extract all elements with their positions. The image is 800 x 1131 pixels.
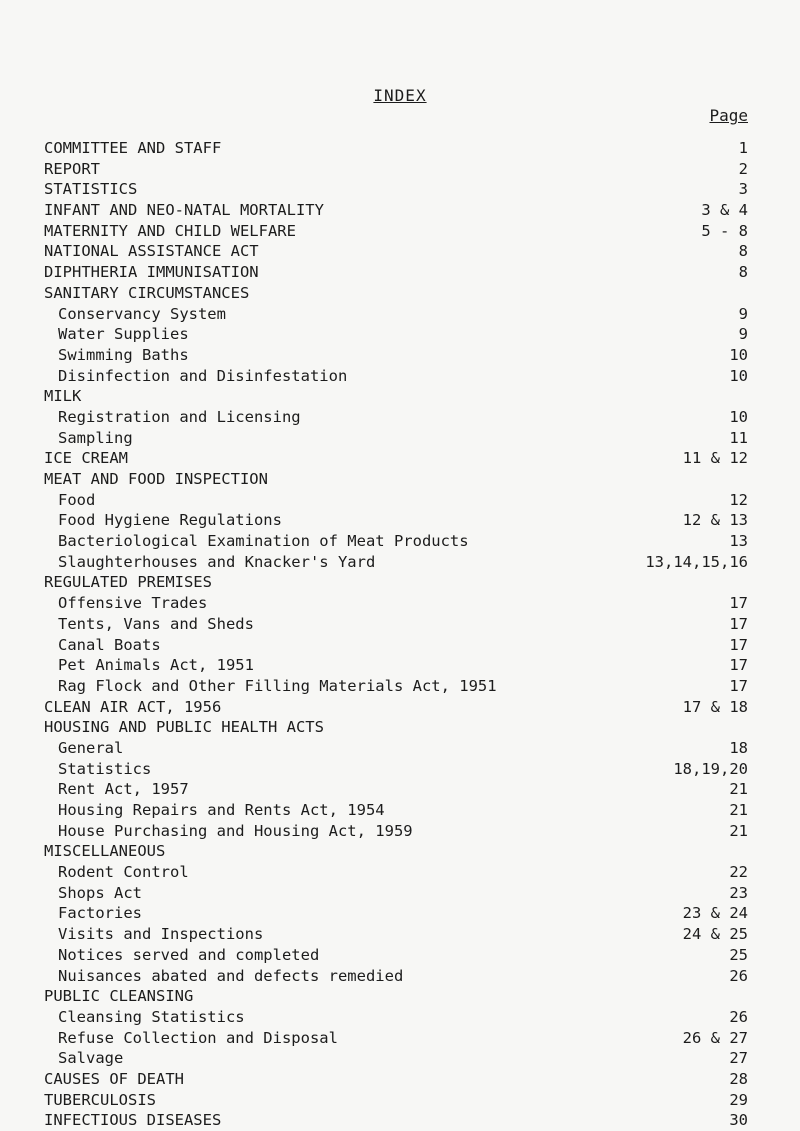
entry-page: 23 & 24	[682, 904, 748, 923]
entry-page: 28	[729, 1069, 748, 1088]
entry-page: 24 & 25	[682, 925, 748, 944]
index-subentry	[0, 428, 800, 449]
index-subentry	[0, 903, 800, 924]
entry-label: PUBLIC CLEANSING	[44, 987, 194, 1006]
entry-label: CAUSES OF DEATH	[44, 1069, 184, 1088]
entry-page: 17	[729, 635, 748, 654]
index-subentry	[0, 738, 800, 759]
index-heading	[0, 159, 800, 180]
entry-page: 25	[729, 945, 748, 964]
entry-page: 9	[738, 304, 748, 323]
index-subentry	[0, 655, 800, 676]
index-subentry	[0, 779, 800, 800]
entry-label: House Purchasing and Housing Act, 1959	[58, 821, 413, 840]
entry-label: Statistics	[58, 759, 152, 778]
entry-label: Rag Flock and Other Filling Materials Act, 1951	[58, 676, 497, 695]
entry-label: Food	[58, 490, 96, 509]
index-subentry	[0, 304, 800, 325]
entry-page: 29	[729, 1090, 748, 1109]
index-subentry	[0, 614, 800, 635]
index-heading	[0, 841, 800, 862]
entry-label: SANITARY CIRCUMSTANCES	[44, 283, 250, 302]
entry-label: ICE CREAM	[44, 449, 128, 468]
entry-page: 18	[729, 738, 748, 757]
entry-page: 26 & 27	[682, 1028, 748, 1047]
entry-page: 3	[738, 180, 748, 199]
entry-label: Swimming Baths	[58, 345, 189, 364]
index-heading	[0, 179, 800, 200]
index-heading	[0, 1090, 800, 1111]
index-subentry	[0, 821, 800, 842]
entry-label: Conservancy System	[58, 304, 226, 323]
index-heading	[0, 221, 800, 242]
entry-page: 13,14,15,16	[645, 552, 748, 571]
entry-label: MILK	[44, 387, 82, 406]
entry-page: 8	[738, 242, 748, 261]
index-subentry	[0, 924, 800, 945]
index-heading	[0, 572, 800, 593]
entry-label: Disinfection and Disinfestation	[58, 366, 348, 385]
entry-label: Bacteriological Examination of Meat Products	[58, 532, 469, 551]
page-column-header: Page	[709, 106, 748, 125]
entry-page: 21	[729, 780, 748, 799]
entry-label: Slaughterhouses and Knacker's Yard	[58, 552, 376, 571]
index-heading	[0, 386, 800, 407]
entry-label: Canal Boats	[58, 635, 161, 654]
index-heading	[0, 697, 800, 718]
entry-label: Shops Act	[58, 883, 142, 902]
entry-page: 21	[729, 801, 748, 819]
index-subentry	[0, 635, 800, 656]
entry-label: Registration and Licensing	[58, 407, 301, 426]
index-subentry	[0, 883, 800, 904]
index-subentry	[0, 862, 800, 883]
entry-label: HOUSING AND PUBLIC HEALTH ACTS	[44, 718, 324, 737]
entry-page: 3 & 4	[701, 201, 748, 220]
entry-label: STATISTICS	[44, 180, 138, 199]
entry-label: Rodent Control	[58, 863, 189, 882]
entry-page: 12 & 13	[682, 511, 748, 530]
index-subentry	[0, 510, 800, 531]
entry-page: 11 & 12	[682, 449, 748, 468]
index-heading	[0, 448, 800, 469]
index-subentry	[0, 345, 800, 366]
index-heading	[0, 200, 800, 221]
entry-page: 17	[729, 614, 748, 633]
entry-label: General	[58, 738, 124, 757]
entry-page: 26	[729, 1007, 748, 1026]
index-heading	[0, 138, 800, 159]
index-heading	[0, 986, 800, 1007]
entry-page: 13	[729, 532, 748, 551]
index-subentry	[0, 366, 800, 387]
entry-label: INFANT AND NEO-NATAL MORTALITY	[44, 201, 324, 220]
entry-page: 18,19,20	[673, 759, 748, 778]
entry-page: 10	[729, 345, 748, 364]
entry-label: COMMITTEE AND STAFF	[44, 139, 222, 157]
entry-page: 30	[729, 1111, 748, 1130]
entry-page: 22	[729, 863, 748, 882]
entry-label: Notices served and completed	[58, 945, 320, 964]
entry-label: Food Hygiene Regulations	[58, 511, 282, 530]
index-heading	[0, 1069, 800, 1090]
entry-label: Sampling	[58, 428, 133, 447]
entry-label: Rent Act, 1957	[58, 780, 189, 799]
index-heading	[0, 1110, 800, 1131]
entry-page: 23	[729, 883, 748, 902]
entry-label: REGULATED PREMISES	[44, 573, 212, 592]
entry-label: CLEAN AIR ACT, 1956	[44, 697, 222, 716]
index-heading	[0, 469, 800, 490]
entry-label: DIPHTHERIA IMMUNISATION	[44, 263, 259, 282]
entry-label: MATERNITY AND CHILD WELFARE	[44, 221, 296, 240]
index-subentry	[0, 552, 800, 573]
entry-label: Housing Repairs and Rents Act, 1954	[58, 801, 385, 819]
entry-page: 10	[729, 407, 748, 426]
index-subentry	[0, 1028, 800, 1049]
index-entries	[0, 138, 800, 1131]
index-subentry	[0, 324, 800, 345]
entry-page: 5 - 8	[701, 221, 748, 240]
index-subentry	[0, 1048, 800, 1069]
entry-label: Factories	[58, 904, 142, 923]
entry-label: TUBERCULOSIS	[44, 1090, 156, 1109]
index-heading	[0, 717, 800, 738]
index-subentry	[0, 759, 800, 780]
index-subentry	[0, 593, 800, 614]
index-subentry	[0, 945, 800, 966]
entry-label: Cleansing Statistics	[58, 1007, 245, 1026]
entry-label: INFECTIOUS DISEASES	[44, 1111, 222, 1130]
entry-label: NATIONAL ASSISTANCE ACT	[44, 242, 259, 261]
entry-label: Water Supplies	[58, 325, 189, 344]
entry-label: Tents, Vans and Sheds	[58, 614, 254, 633]
entry-page: 9	[738, 325, 748, 344]
index-subentry	[0, 407, 800, 428]
entry-page: 12	[729, 490, 748, 509]
entry-page: 21	[729, 821, 748, 840]
entry-page: 11	[729, 428, 748, 447]
entry-label: Offensive Trades	[58, 594, 208, 613]
entry-page: 17	[729, 656, 748, 675]
entry-page: 2	[738, 159, 748, 178]
index-subentry	[0, 966, 800, 987]
entry-label: REPORT	[44, 159, 100, 178]
index-title: INDEX	[373, 86, 427, 105]
index-subentry	[0, 676, 800, 697]
entry-label: Pet Animals Act, 1951	[58, 656, 254, 675]
entry-page: 17 & 18	[682, 697, 748, 716]
entry-page: 27	[729, 1049, 748, 1068]
entry-label: Refuse Collection and Disposal	[58, 1028, 338, 1047]
index-heading	[0, 283, 800, 304]
entry-label: MISCELLANEOUS	[44, 842, 166, 861]
entry-page: 1	[738, 139, 748, 157]
entry-label: Nuisances abated and defects remedied	[58, 966, 404, 985]
index-heading	[0, 241, 800, 262]
entry-page: 17	[729, 676, 748, 695]
entry-label: MEAT AND FOOD INSPECTION	[44, 470, 268, 488]
index-heading	[0, 262, 800, 283]
index-subentry	[0, 1007, 800, 1028]
entry-label: Visits and Inspections	[58, 925, 264, 944]
entry-page: 10	[729, 366, 748, 385]
entry-page: 26	[729, 966, 748, 985]
index-subentry	[0, 800, 800, 821]
entry-page: 17	[729, 594, 748, 613]
entry-page: 8	[738, 263, 748, 282]
entry-label: Salvage	[58, 1049, 124, 1068]
index-subentry	[0, 531, 800, 552]
index-subentry	[0, 490, 800, 511]
